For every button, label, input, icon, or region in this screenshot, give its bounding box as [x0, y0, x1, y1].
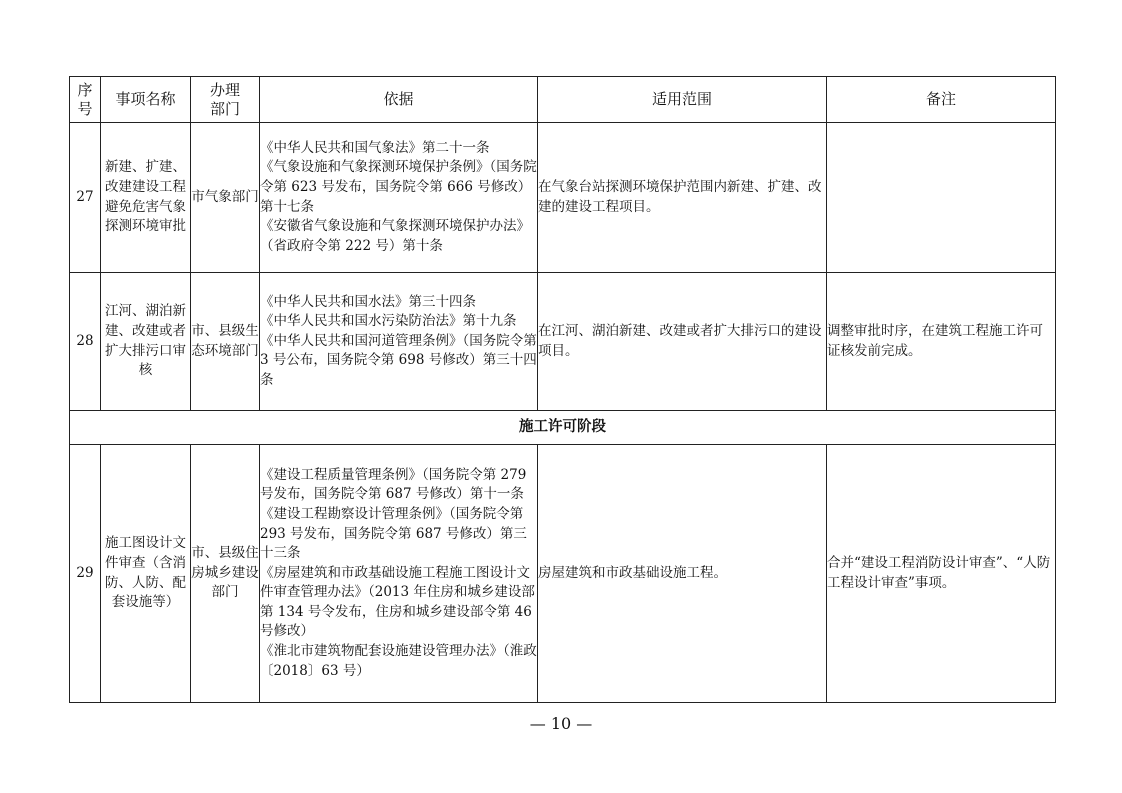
basis-line: 《中华人民共和国气象法》第二十一条: [260, 139, 490, 156]
row-dept: 市、县级住房城乡建设部门: [191, 445, 260, 703]
page-number: — 10 —: [529, 714, 593, 733]
stage-row: [70, 411, 1056, 445]
row-no: 27: [70, 123, 101, 273]
header-note: 备注: [827, 77, 1056, 123]
basis-line: 《安徽省气象设施和气象探测环境保护办法》（省政府令第 222 号）第十条: [260, 218, 530, 254]
row-scope: 在气象台站探测环境保护范围内新建、扩建、改建的建设工程项目。: [538, 123, 827, 273]
row-basis: [260, 123, 538, 273]
header-name: 事项名称: [101, 77, 191, 123]
table-row: [70, 445, 1056, 703]
basis-line: 《淮北市建筑物配套设施建设管理办法》（淮政〔2018〕63 号）: [260, 643, 537, 679]
table-header-row: [70, 77, 1056, 123]
header-no: 序号: [70, 77, 101, 123]
row-no: 28: [70, 273, 101, 411]
basis-line: 《建设工程勘察设计管理条例》（国务院令第 293 号发布，国务院令第 687 号修改）第三十三条: [260, 505, 527, 562]
row-item-name: 新建、扩建、改建建设工程避免危害气象探测环境审批: [101, 123, 191, 273]
row-note: 合并“建设工程消防设计审查”、“人防工程设计审查”事项。: [827, 445, 1056, 703]
row-item-name: 江河、湖泊新建、改建或者扩大排污口审核: [101, 273, 191, 411]
basis-line: 《中华人民共和国河道管理条例》（国务院令第 3 号公布，国务院令第 698 号修改）第三十四条: [260, 332, 537, 388]
header-basis: 依据: [260, 77, 538, 123]
row-scope: 在江河、湖泊新建、改建或者扩大排污口的建设项目。: [538, 273, 827, 411]
row-note: 调整审批时序，在建筑工程施工许可证核发前完成。: [827, 273, 1056, 411]
row-scope: 房屋建筑和市政基础设施工程。: [538, 445, 827, 703]
stage-heading: 施工许可阶段: [70, 411, 1056, 445]
row-no: 29: [70, 445, 101, 703]
row-item-name: 施工图设计文件审查（含消防、人防、配套设施等）: [101, 445, 191, 703]
header-scope: 适用范围: [538, 77, 827, 123]
basis-line: 《中华人民共和国水法》第三十四条: [260, 293, 476, 310]
basis-line: 《中华人民共和国水污染防治法》第十九条: [260, 313, 517, 330]
basis-line: 《气象设施和气象探测环境保护条例》（国务院令第 623 号发布，国务院令第 666 号修改）第十七条: [260, 159, 537, 215]
row-dept: 市气象部门: [191, 123, 260, 273]
row-basis: [260, 273, 538, 411]
table-row: [70, 123, 1056, 273]
row-basis: [260, 445, 538, 703]
table-row: [70, 273, 1056, 411]
approval-items-table: [69, 76, 1056, 703]
basis-line: 《建设工程质量管理条例》（国务院令第 279 号发布，国务院令第 687 号修改）第十一条: [260, 466, 527, 503]
basis-line: 《房屋建筑和市政基础设施工程施工图设计文件审查管理办法》（2013 年住房和城乡建设部第 134 号令发布，住房和城乡建设部令第 46 号修改）: [260, 564, 535, 640]
row-dept: 市、县级生态环境部门: [191, 273, 260, 411]
header-dept: 办理部门: [191, 77, 260, 123]
row-note: [827, 123, 1056, 273]
